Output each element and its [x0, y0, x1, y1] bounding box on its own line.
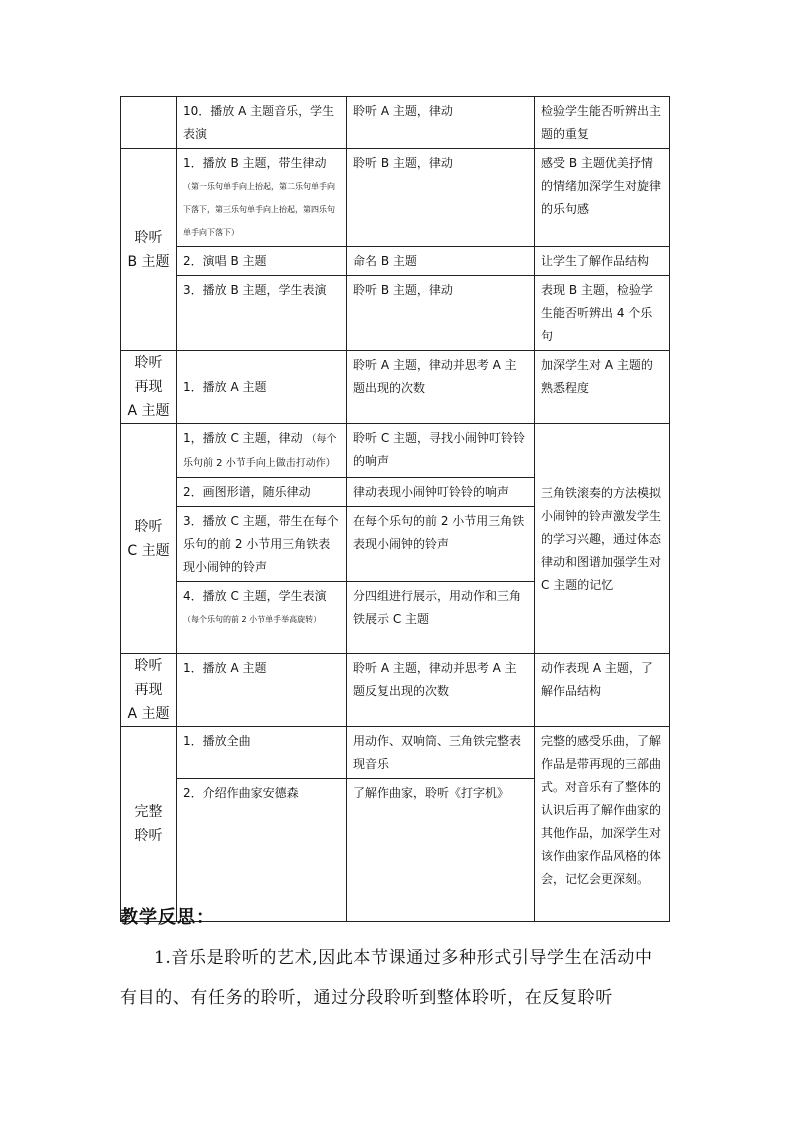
student-activity-cell: 律动表现小闹钟叮铃铃的响声: [347, 478, 535, 507]
section-label-c: 聆听 C 主题: [121, 424, 177, 654]
step-text: 4．播放 C 主题，学生表演: [183, 589, 327, 603]
teacher-step-cell: 10．播放 A 主题音乐，学生表演: [177, 97, 347, 149]
section-label-b: 聆听 B 主题: [121, 149, 177, 351]
teacher-step-cell: 2．画图形谱，随乐律动: [177, 478, 347, 507]
step-note: （每个乐句的前 2 小节单手举高旋转）: [183, 615, 322, 624]
purpose-cell: 动作表现 A 主题，了解作品结构: [535, 654, 670, 727]
student-activity-cell: 用动作、双响筒、三角铁完整表现音乐: [347, 727, 535, 779]
student-activity-cell: 命名 B 主题: [347, 247, 535, 276]
student-activity-cell: 聆听 C 主题，寻找小闹钟叮铃铃的响声: [347, 424, 535, 478]
teacher-step-cell: 2．介绍作曲家安德森: [177, 779, 347, 922]
student-activity-cell: 分四组进行展示，用动作和三角铁展示 C 主题: [347, 582, 535, 654]
step-text: 1．播放 B 主题，带生律动: [183, 156, 327, 170]
purpose-cell: 加深学生对 A 主题的熟悉程度: [535, 351, 670, 424]
teacher-step-cell: 3．播放 B 主题，学生表演: [177, 276, 347, 351]
student-activity-cell: 聆听 B 主题，律动: [347, 149, 535, 247]
purpose-cell: 完整的感受乐曲，了解作品是带再现的三部曲式。对音乐有了整体的认识后再了解作曲家的其他作品，加深学生对该作曲家作品风格的体会，记忆会更深刻。: [535, 727, 670, 922]
table-row: [121, 654, 670, 727]
student-activity-cell: 聆听 A 主题，律动: [347, 97, 535, 149]
teacher-step-cell: [177, 424, 347, 478]
table-row: [121, 351, 670, 424]
table-row: [121, 424, 670, 478]
table-row: [121, 97, 670, 149]
table-row: [121, 727, 670, 779]
student-activity-cell: 聆听 B 主题，律动: [347, 276, 535, 351]
teacher-step-cell: 3．播放 C 主题，带生在每个乐句的前 2 小节用三角铁表现小闹钟的铃声: [177, 507, 347, 582]
purpose-cell: 检验学生能否听辨出主题的重复: [535, 97, 670, 149]
reflection-paragraph: 1.音乐是聆听的艺术,因此本节课通过多种形式引导学生在活动中有目的、有任务的聆听，通过分段聆听到整体聆听，在反复聆听: [120, 948, 653, 1008]
step-note: （每个乐句前 2 小节手向上做击打动作）: [183, 434, 337, 469]
table-row: [121, 247, 670, 276]
table-row: [121, 149, 670, 247]
table-row: [121, 276, 670, 351]
student-activity-cell: 在每个乐句的前 2 小节用三角铁表现小闹钟的铃声: [347, 507, 535, 582]
reflection-heading: 教学反思：: [120, 907, 215, 928]
purpose-cell: 让学生了解作品结构: [535, 247, 670, 276]
teacher-step-cell: 1．播放全曲: [177, 727, 347, 779]
teacher-step-cell: 2．演唱 B 主题: [177, 247, 347, 276]
student-activity-cell: 了解作曲家，聆听《打字机》: [347, 779, 535, 922]
purpose-cell: 感受 B 主题优美抒情的情绪加深学生对旋律的乐句感: [535, 149, 670, 247]
purpose-cell: 表现 B 主题，检验学生能否听辨出 4 个乐句: [535, 276, 670, 351]
purpose-cell: 三角铁滚奏的方法模拟小闹钟的铃声激发学生的学习兴趣，通过体态律动和图谱加强学生对 C 主题的记忆: [535, 424, 670, 654]
teacher-step-cell: 1．播放 A 主题: [177, 654, 347, 727]
teacher-step-cell: 1．播放 A 主题: [177, 351, 347, 424]
section-cell: [121, 97, 177, 149]
teacher-step-cell: [177, 149, 347, 247]
section-label-full: 完整 聆听: [121, 727, 177, 922]
section-label-a-reprise: 聆听 再现 A 主题: [121, 351, 177, 424]
teacher-step-cell: [177, 582, 347, 654]
student-activity-cell: 聆听 A 主题，律动并思考 A 主题出现的次数: [347, 351, 535, 424]
step-text: 1，播放 C 主题，律动: [183, 431, 303, 445]
student-activity-cell: 聆听 A 主题，律动并思考 A 主题反复出现的次数: [347, 654, 535, 727]
step-note: （第一乐句单手向上抬起，第二乐句单手向下落下，第三乐句单手向上抬起，第四乐句单手向下落下）: [183, 182, 335, 237]
lesson-plan-table: [120, 96, 670, 922]
section-label-a-reprise-2: 聆听 再现 A 主题: [121, 654, 177, 727]
